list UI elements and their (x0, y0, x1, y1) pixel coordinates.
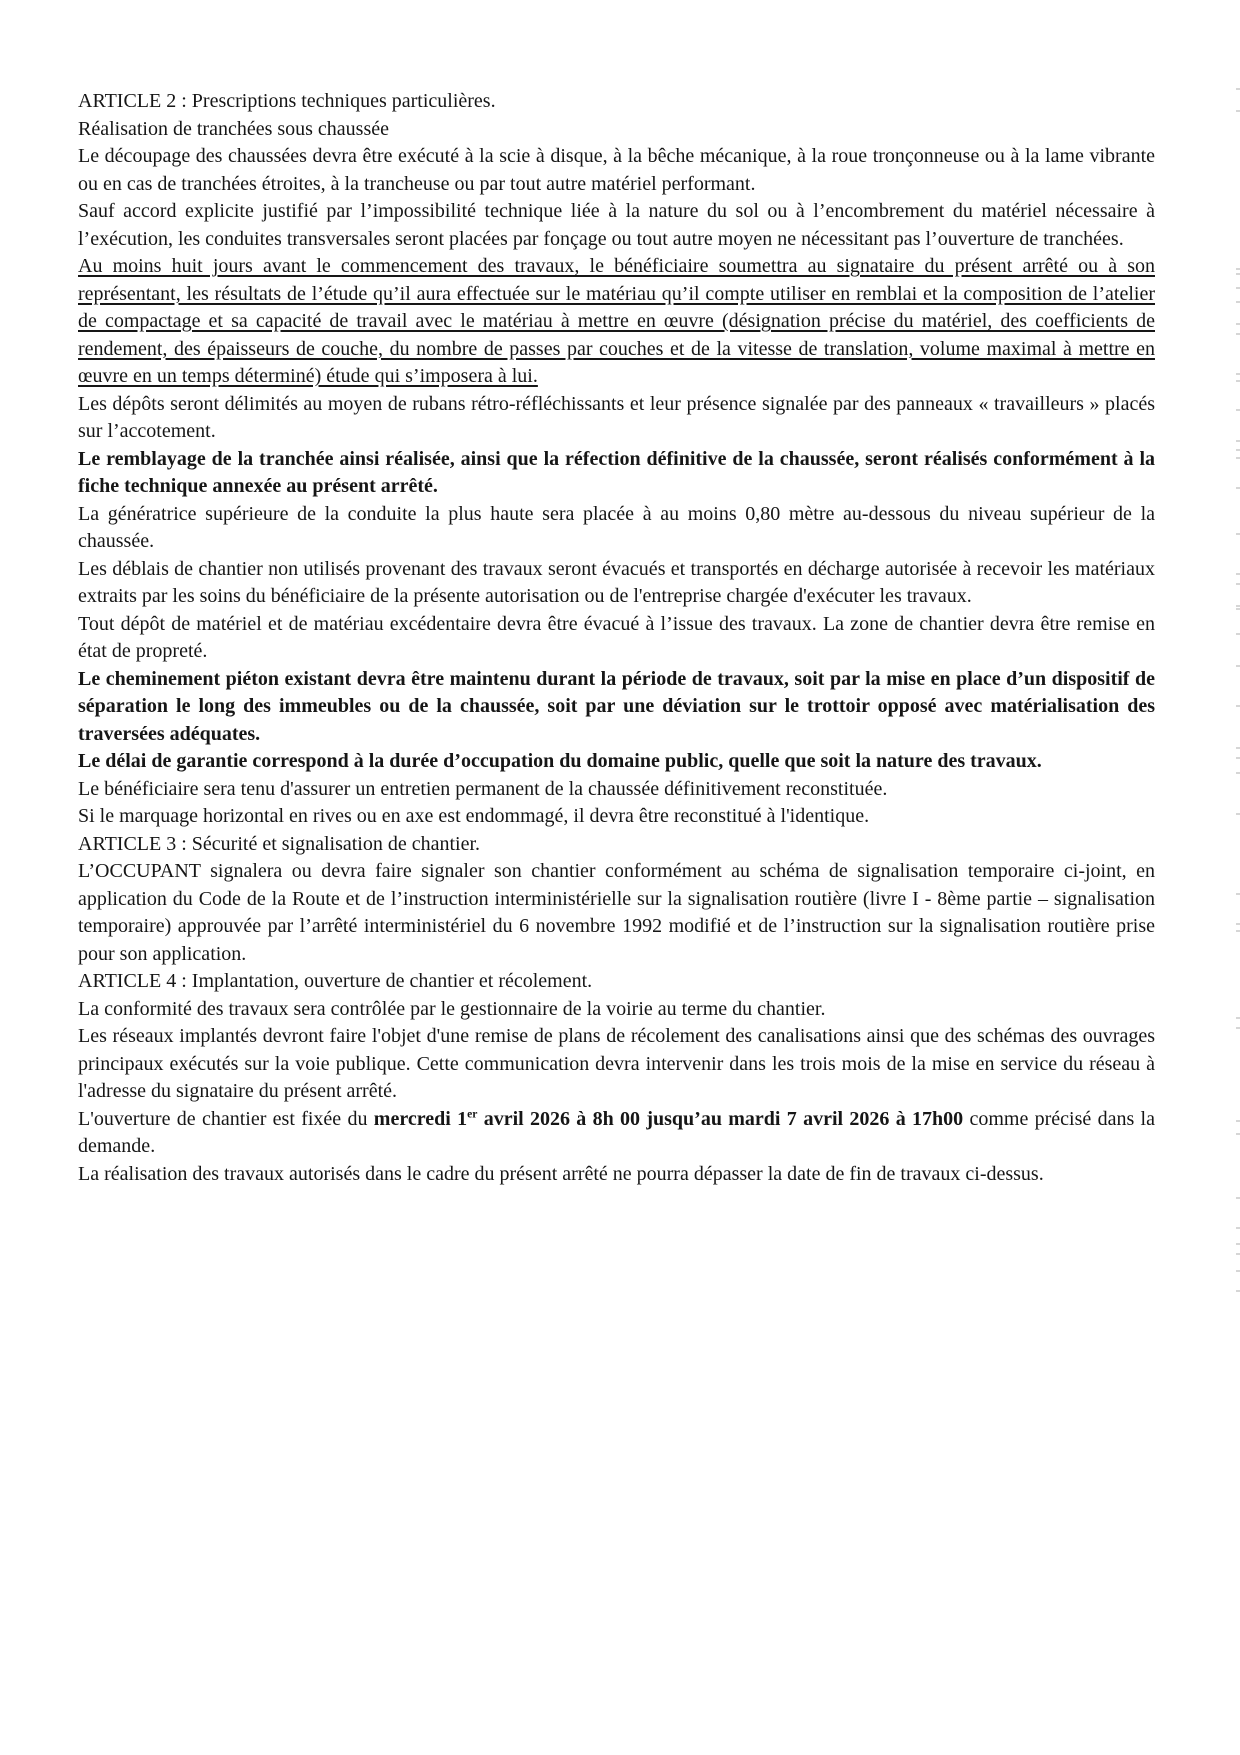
ouverture-date-start: mercredi 1 (373, 1107, 468, 1130)
scan-artifact-mark (1236, 665, 1240, 667)
paragraph-depot-materiel: Tout dépôt de matériel et de matériau excédentaire devra être évacué à l’issue des travaux. La zone de chantier devra être remise en état de propreté. (78, 612, 1155, 662)
ouverture-suffix: comme précisé dans la demande. (78, 1107, 1155, 1157)
paragraph-reseaux: Les réseaux implantés devront faire l'objet d'une remise de plans de récolement des canalisations ainsi que des schémas des ouvrages principaux exécutés sur la voie publique. Cette communication devra intervenir dans les trois mois de la mise en service du réseau à l'adresse du signataire du présent arrêté. (78, 1025, 1155, 1102)
scan-artifact-mark (1236, 583, 1240, 585)
scan-artifact-mark (1236, 380, 1240, 382)
scan-artifact-mark (1236, 605, 1240, 607)
scan-artifact-mark (1236, 1290, 1240, 1292)
paragraph-etude-underlined: Au moins huit jours avant le commencement des travaux, le bénéficiaire soumettra au signataire du présent arrêté ou à son représentant, les résultats de l’étude qu’il aura effectuée sur le matériau qu’il compte utiliser en remblai et la composition de l’atelier de compactage et sa capacité de travail avec le matériau à mettre en œuvre (désignation précise du matériel, des coefficients de rendement, des épaisseurs de couche, du nombre de passes par couches et de la vitesse de translation, volume maximal à mettre en œuvre en un temps déterminé) étude qui s’imposera à lui. (78, 255, 1155, 387)
ordinal-superscript: er (467, 1106, 478, 1120)
scan-artifact-mark (1236, 1253, 1240, 1255)
scan-artifact-mark (1236, 1133, 1240, 1135)
scan-artifact-mark (1236, 1027, 1240, 1029)
scan-artifact-mark (1236, 287, 1240, 289)
paragraph-conformite: La conformité des travaux sera contrôlée par le gestionnaire de la voirie au terme du chantier. (78, 997, 826, 1020)
article3-heading: ARTICLE 3 : Sécurité et signalisation de chantier. (78, 832, 481, 855)
scan-artifact-mark (1236, 1197, 1240, 1199)
scan-artifact-mark (1236, 440, 1240, 442)
scan-artifact-mark (1236, 813, 1240, 815)
paragraph-cheminement-bold: Le cheminement piéton existant devra être maintenu durant la période de travaux, soit par la mise en place d’un dispositif de séparation le long des immeubles ou de la chaussée, soit par une déviation sur le trottoir opposé avec matérialisation des traversées adéquates. (78, 667, 1155, 745)
article2-subheading: Réalisation de tranchées sous chaussée (78, 117, 390, 140)
scan-artifact-mark (1236, 301, 1240, 303)
paragraph-remblayage-bold: Le remblayage de la tranchée ainsi réalisée, ainsi que la réfection définitive de la chaussée, seront réalisés conformément à la fiche technique annexée au présent arrêté. (78, 447, 1155, 497)
scan-artifact-mark (1236, 110, 1240, 112)
scan-artifact-mark (1236, 573, 1240, 575)
scan-artifact-mark (1236, 449, 1240, 451)
paragraph-generatrice: La génératrice supérieure de la conduite la plus haute sera placée à au moins 0,80 mètre au-dessous du niveau supérieur de la chaussée. (78, 502, 1155, 552)
paragraph-depots: Les dépôts seront délimités au moyen de rubans rétro-réfléchissants et leur présence signalée par des panneaux « travailleurs » placés sur l’accotement. (78, 392, 1155, 442)
paragraph-marquage: Si le marquage horizontal en rives ou en axe est endommagé, il devra être reconstitué à l'identique. (78, 805, 870, 827)
scan-artifact-mark (1236, 893, 1240, 895)
scan-artifact-mark (1236, 273, 1240, 275)
scan-artifact-mark (1236, 373, 1240, 375)
paragraph-foncage: Sauf accord explicite justifié par l’impossibilité technique liée à la nature du sol ou à l’encombrement du matériel nécessaire à l’exécution, les conduites transversales seront placées par fonçage ou tout autre moyen ne nécessitant pas l’ouverture de tranchées. (78, 200, 1155, 250)
scan-artifact-mark (1236, 333, 1240, 335)
scan-artifact-mark (1236, 772, 1240, 774)
scan-artifact-mark (1236, 747, 1240, 749)
ouverture-date-end: avril 2026 à 8h 00 jusqu’au mardi 7 avril 2026 à 17h00 (477, 1107, 964, 1130)
scan-artifact-mark (1236, 457, 1240, 459)
scan-artifact-mark (1236, 533, 1240, 535)
paragraph-realisation: La réalisation des travaux autorisés dans le cadre du présent arrêté ne pourra dépasser la date de fin de travaux ci-dessus. (78, 1162, 1044, 1185)
ouverture-dates-bold (374, 1108, 963, 1130)
paragraph-delai-bold: Le délai de garantie correspond à la durée d’occupation du domaine public, quelle que soit la nature des travaux. (78, 750, 1042, 772)
paragraph-occupant: L’OCCUPANT signalera ou devra faire signaler son chantier conformément au schéma de signalisation temporaire ci-joint, en application du Code de la Route et de l’instruction interministérielle sur la signalisation routière (livre I - 8ème partie – signalisation temporaire) approuvée par l’arrêté interministériel du 6 novembre 1992 modifié et de l’instruction sur la signalisation routière prise pour son application. (78, 860, 1155, 965)
scan-artifact-mark (1236, 923, 1240, 925)
scan-artifact-mark (1236, 1243, 1240, 1245)
scan-artifact-mark (1236, 268, 1240, 270)
ouverture-prefix: L'ouverture de chantier est fixée du (78, 1107, 374, 1130)
scan-artifact-mark (1236, 487, 1240, 489)
scan-artifact-mark (1236, 757, 1240, 759)
paragraph-entretien: Le bénéficiaire sera tenu d'assurer un entretien permanent de la chaussée définitivement reconstituée. (78, 777, 888, 800)
scan-artifact-mark (1236, 1227, 1240, 1229)
scan-artifact-mark (1236, 633, 1240, 635)
scan-artifact-mark (1236, 323, 1240, 325)
scan-artifact-mark (1236, 409, 1240, 411)
scan-artifact-mark (1236, 1120, 1240, 1122)
article2-heading: ARTICLE 2 : Prescriptions techniques particulières. (78, 90, 496, 112)
paragraph-decoupage: Le découpage des chaussées devra être exécuté à la scie à disque, à la bêche mécanique, à la roue tronçonneuse ou à la lame vibrante ou en cas de tranchées étroites, à la trancheuse ou par tout autre matériel performant. (78, 145, 1155, 195)
scan-artifact-mark (1236, 1017, 1240, 1019)
scan-artifact-mark (1236, 1270, 1240, 1272)
scan-artifact-mark (1236, 930, 1240, 932)
scan-artifact-mark (1236, 608, 1240, 610)
paragraph-deblais: Les déblais de chantier non utilisés provenant des travaux seront évacués et transportés en décharge autorisée à recevoir les matériaux extraits par les soins du bénéficiaire de la présente autorisation ou de l'entreprise chargée d'exécuter les travaux. (78, 557, 1155, 607)
scan-artifact-mark (1236, 705, 1240, 707)
article4-heading: ARTICLE 4 : Implantation, ouverture de chantier et récolement. (78, 970, 593, 992)
paragraph-ouverture-chantier (78, 1106, 1155, 1161)
scan-artifact-mark (1236, 88, 1240, 90)
